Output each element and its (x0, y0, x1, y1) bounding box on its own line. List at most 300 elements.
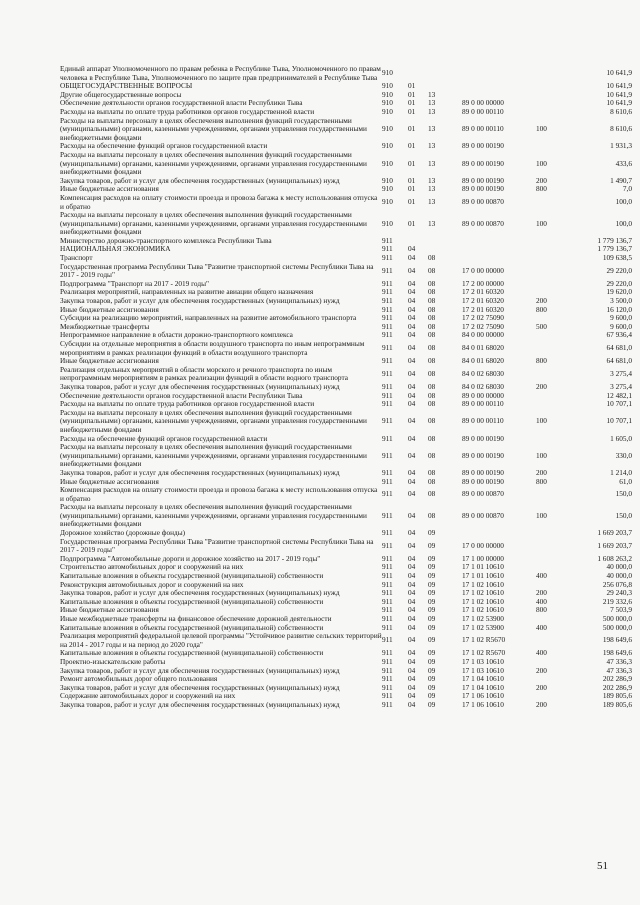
amount: 12 482,1 (606, 391, 632, 400)
section-code: 04 (408, 510, 416, 520)
section-code: 04 (408, 554, 416, 563)
target-article-code: 89 0 00 00000 (462, 391, 504, 400)
section-code: 01 (408, 197, 416, 207)
subsection-code: 08 (428, 279, 436, 288)
section-code: 04 (408, 540, 416, 550)
table-row (60, 194, 632, 211)
row-name: Расходы на выплаты по оплате труда работников органов государственной власти (60, 400, 315, 409)
table-row (60, 675, 632, 684)
table-row (60, 254, 632, 263)
subsection-code: 09 (428, 597, 436, 606)
section-code: 04 (408, 683, 416, 692)
target-article-code: 89 0 00 00190 (462, 185, 504, 194)
table-row (60, 306, 632, 315)
subsection-code: 09 (428, 615, 436, 623)
row-name: Компенсация расходов на оплату стоимости проезда и провоза багажа к месту использования отпуска и обратно (60, 193, 378, 211)
subsection-code: 09 (428, 623, 436, 632)
amount: 1 779 136,7 (597, 245, 632, 254)
section-code: 01 (408, 82, 416, 91)
subsection-code: 08 (428, 305, 436, 314)
row-name: Транспорт (60, 254, 93, 263)
section-code: 04 (408, 343, 416, 353)
subsection-code: 13 (428, 158, 436, 168)
target-article-code (462, 65, 536, 82)
expense-type-code (536, 486, 564, 503)
table-row (60, 288, 632, 297)
ministry-code: 911 (382, 649, 393, 658)
subsection-code: 13 (428, 124, 436, 134)
ministry-code: 911 (382, 391, 393, 400)
amount: 202 286,9 (602, 683, 632, 692)
expense-type-code (536, 82, 564, 91)
table-row (60, 667, 632, 676)
subsection-code: 13 (428, 197, 436, 207)
ministry-code: 911 (382, 606, 393, 615)
row-name: Подпрограмма "Транспорт на 2017 - 2019 годы" (60, 279, 209, 288)
section-code: 04 (408, 635, 416, 645)
target-article-code: 89 0 00 00870 (462, 510, 504, 520)
section-code: 04 (408, 623, 416, 632)
section-code: 04 (408, 369, 416, 379)
ministry-code: 911 (382, 477, 393, 486)
target-article-code: 17 1 06 10610 (462, 692, 504, 701)
table-row (60, 117, 632, 143)
amount: 100,0 (615, 218, 632, 228)
table-row (60, 409, 632, 435)
table-row (60, 589, 632, 598)
amount: 19 620,0 (606, 288, 632, 297)
section-code: 04 (408, 391, 416, 400)
subsection-code: 08 (428, 297, 436, 306)
ministry-code: 911 (382, 540, 393, 550)
target-article-code: 17 1 02 10610 (462, 589, 504, 598)
row-name: Иные межбюджетные трансферты на финансовое обеспечение дорожной деятельности (60, 615, 332, 623)
row-name: Закупка товаров, работ и услуг для обеспечения государственных (муниципальных) нужд (60, 700, 340, 709)
section-code: 04 (408, 382, 416, 391)
expense-type-code (536, 538, 564, 555)
expense-type-code: 800 (536, 606, 547, 615)
ministry-code: 911 (382, 683, 393, 692)
ministry-code: 911 (382, 666, 393, 675)
row-name: Расходы на выплаты по оплате труда работников органов государственной власти (60, 107, 315, 116)
section-code: 04 (408, 563, 416, 572)
expense-type-code (536, 340, 564, 357)
section-code: 04 (408, 589, 416, 598)
row-name: Закупка товаров, работ и услуг для обеспечения государственных (муниципальных) нужд (60, 176, 340, 185)
target-article-code: 89 0 00 00870 (462, 489, 504, 499)
amount: 10 641,9 (606, 90, 632, 99)
expense-type-code (536, 615, 564, 624)
ministry-code: 911 (382, 400, 393, 409)
target-article-code: 17 1 04 10610 (462, 683, 504, 692)
subsection-code: 08 (428, 489, 436, 499)
target-article-code: 89 0 00 00190 (462, 142, 504, 151)
ministry-code: 910 (382, 218, 393, 228)
amount: 10 707,1 (606, 416, 632, 426)
target-article-code: 17 1 03 10610 (462, 657, 504, 666)
target-article-code: 89 0 00 00870 (462, 197, 504, 207)
target-article-code (462, 91, 536, 100)
row-name: Субсидии на отдельные мероприятия в области воздушного транспорта по иным непрограммным мероприятиям в рамках реализации функций в области воздушного транспорта (60, 340, 365, 357)
expense-type-code: 200 (536, 666, 547, 675)
table-row (60, 478, 632, 487)
expense-type-code: 200 (536, 589, 547, 598)
target-article-code: 17 1 02 10610 (462, 606, 504, 615)
table-row (60, 538, 632, 555)
expense-type-code (536, 142, 564, 151)
section-code: 04 (408, 288, 416, 297)
section-code: 04 (408, 434, 416, 443)
amount: 109 638,5 (602, 254, 632, 263)
table-row (60, 237, 632, 246)
table-row (60, 701, 632, 710)
ministry-code: 911 (382, 510, 393, 520)
subsection-code: 08 (428, 314, 436, 323)
target-article-code (462, 529, 536, 538)
section-code: 04 (408, 597, 416, 606)
expense-type-code (536, 400, 564, 409)
row-name: Закупка товаров, работ и услуг для обеспечения государственных (муниципальных) нужд (60, 297, 340, 306)
expense-type-code (536, 675, 564, 684)
table-row (60, 185, 632, 194)
table-row (60, 99, 632, 108)
amount: 256 076,8 (602, 580, 632, 589)
section-code (408, 237, 428, 246)
ministry-code: 911 (382, 657, 393, 666)
target-article-code: 17 2 01 60320 (462, 288, 504, 297)
table-row (60, 503, 632, 529)
ministry-code: 911 (382, 434, 393, 443)
ministry-code: 911 (382, 305, 393, 314)
subsection-code: 09 (428, 675, 436, 684)
row-name: Закупка товаров, работ и услуг для обеспечения государственных (муниципальных) нужд (60, 589, 340, 598)
ministry-code: 911 (382, 615, 393, 623)
subsection-code: 09 (428, 606, 436, 615)
expense-type-code (536, 331, 564, 340)
row-name: Капитальные вложения в объекты государственной (муниципальной) собственности (60, 597, 324, 606)
expense-type-code (536, 65, 564, 82)
amount: 67 936,4 (606, 331, 632, 340)
amount: 1 490,7 (610, 176, 632, 185)
expense-type-code: 400 (536, 649, 547, 658)
amount: 47 336,3 (606, 666, 632, 675)
expense-type-code (536, 91, 564, 100)
ministry-code: 910 (382, 82, 393, 91)
row-name: Расходы на выплаты персоналу в целях обеспечения выполнения функций государственными (муниципальными) органами, казенными учреждениями, органами управления государственными внебюджетными фондами (60, 408, 367, 434)
target-article-code: 17 1 06 10610 (462, 700, 504, 709)
row-name: Реализация отдельных мероприятий в области морского и речного транспорта по иным непрограммным мероприятиям в рамках реализации функций в области водного транспорта (60, 365, 348, 383)
table-row (60, 142, 632, 151)
expense-type-code: 400 (536, 597, 547, 606)
section-code: 04 (408, 357, 416, 366)
subsection-code: 08 (428, 510, 436, 520)
target-article-code: 89 0 00 00870 (462, 218, 504, 228)
subsection-code: 09 (428, 683, 436, 692)
subsection-code: 09 (428, 692, 436, 701)
section-code: 04 (408, 477, 416, 486)
table-row (60, 177, 632, 186)
target-article-code: 17 1 02 10610 (462, 580, 504, 589)
ministry-code: 911 (382, 297, 393, 306)
ministry-code: 910 (382, 176, 393, 185)
subsection-code: 08 (428, 450, 436, 460)
section-code: 01 (408, 158, 416, 168)
target-article-code: 17 2 01 60320 (462, 305, 504, 314)
target-article-code: 17 1 02 10610 (462, 597, 504, 606)
ministry-code: 910 (382, 197, 393, 207)
amount: 7,0 (622, 185, 632, 194)
section-code: 01 (408, 142, 416, 151)
expense-type-code: 100 (536, 218, 547, 228)
target-article-code: 89 0 00 00190 (462, 468, 504, 477)
table-row (60, 624, 632, 633)
subsection-code (428, 65, 462, 82)
subsection-code: 09 (428, 635, 436, 645)
subsection-code: 09 (428, 657, 436, 666)
row-name: Другие общегосударственные вопросы (60, 90, 182, 99)
expense-type-code (536, 254, 564, 263)
amount: 40 000,0 (606, 572, 632, 581)
section-code: 04 (408, 450, 416, 460)
row-name: Иные бюджетные ассигнования (60, 357, 159, 366)
amount: 189 805,6 (602, 700, 632, 709)
expense-type-code (536, 632, 564, 649)
target-article-code (462, 254, 536, 263)
row-name: Строительство автомобильных дорог и сооружений на них (60, 563, 244, 572)
subsection-code: 13 (428, 218, 436, 228)
target-article-code: 17 1 04 10610 (462, 675, 504, 684)
table-row (60, 297, 632, 306)
table-row (60, 392, 632, 401)
table-row (60, 555, 632, 564)
expense-type-code (536, 435, 564, 444)
table-row (60, 245, 632, 254)
row-name: Министерство дорожно-транспортного комплекса Республики Тыва (60, 236, 272, 245)
row-name: Реализация мероприятий федеральной целевой программы "Устойчивое развитие сельских территорий на 2014 - 2017 годы и на период до 2020 года" (60, 632, 382, 649)
target-article-code: 89 0 00 00110 (462, 416, 504, 426)
target-article-code: 84 0 01 68020 (462, 343, 504, 353)
subsection-code: 13 (428, 142, 436, 151)
subsection-code (428, 245, 462, 254)
amount: 3 500,0 (610, 297, 632, 306)
ministry-code: 911 (382, 279, 393, 288)
expense-type-code (536, 366, 564, 383)
subsection-code: 08 (428, 343, 436, 353)
table-row (60, 263, 632, 280)
subsection-code (428, 82, 462, 91)
expense-type-code (536, 563, 564, 572)
amount: 1 931,3 (610, 142, 632, 151)
row-name: Расходы на выплаты персоналу в целях обеспечения выполнения функций государственными (муниципальными) органами, казенными учреждениями, органами управления государственными внебюджетными фондами (60, 503, 367, 529)
ministry-code: 911 (382, 675, 393, 684)
section-code: 01 (408, 107, 416, 116)
amount: 29 220,0 (606, 265, 632, 275)
amount: 3 275,4 (610, 369, 632, 379)
expense-type-code (536, 581, 564, 590)
amount: 47 336,3 (606, 657, 632, 666)
row-name: Капитальные вложения в объекты государственной (муниципальной) собственности (60, 623, 324, 632)
subsection-code: 09 (428, 589, 436, 598)
section-code: 04 (408, 322, 416, 331)
expense-type-code (536, 237, 564, 246)
target-article-code: 84 0 01 68020 (462, 357, 504, 366)
table-row (60, 469, 632, 478)
amount: 150,0 (615, 489, 632, 499)
ministry-code: 911 (382, 382, 393, 391)
table-row (60, 435, 632, 444)
row-name: Иные бюджетные ассигнования (60, 185, 159, 194)
row-name: Ремонт автомобильных дорог общего пользования (60, 675, 218, 684)
expense-type-code: 100 (536, 510, 547, 520)
target-article-code: 84 0 02 68030 (462, 382, 504, 391)
ministry-code: 911 (382, 623, 393, 632)
table-row (60, 400, 632, 409)
target-article-code: 17 1 02 53900 (462, 615, 504, 623)
expense-type-code: 100 (536, 158, 547, 168)
section-code: 04 (408, 297, 416, 306)
subsection-code: 08 (428, 434, 436, 443)
expense-type-code: 200 (536, 176, 547, 185)
table-row (60, 357, 632, 366)
ministry-code: 911 (382, 580, 393, 589)
expense-type-code: 400 (536, 572, 547, 581)
section-code: 04 (408, 245, 416, 254)
amount: 40 000,0 (606, 563, 632, 572)
row-name: ОБЩЕГОСУДАРСТВЕННЫЕ ВОПРОСЫ (60, 82, 193, 91)
subsection-code: 08 (428, 357, 436, 366)
amount: 64 681,0 (606, 343, 632, 353)
ministry-code: 911 (382, 288, 393, 297)
subsection-code: 08 (428, 322, 436, 331)
target-article-code: 89 0 00 00110 (462, 400, 504, 409)
section-code: 04 (408, 700, 416, 709)
section-code: 01 (408, 218, 416, 228)
row-name: Государственная программа Республики Тыва "Развитие транспортной системы Республики Тыва на 2017 - 2019 годы" (60, 537, 374, 555)
row-name: Расходы на обеспечение функций органов государственной власти (60, 434, 268, 443)
section-code: 04 (408, 331, 416, 340)
amount: 1 608 263,2 (597, 554, 632, 563)
expense-type-code: 500 (536, 322, 547, 331)
section-code: 04 (408, 489, 416, 499)
amount: 1 669 203,7 (597, 540, 632, 550)
expense-type-code: 100 (536, 416, 547, 426)
ministry-code: 910 (382, 99, 393, 108)
ministry-code: 911 (382, 572, 393, 581)
ministry-code: 911 (382, 331, 393, 340)
section-code: 01 (408, 185, 416, 194)
row-name: Закупка товаров, работ и услуг для обеспечения государственных (муниципальных) нужд (60, 468, 340, 477)
section-code: 04 (408, 606, 416, 615)
row-name: Субсидии на реализацию мероприятий, направленных на развитие автомобильного транспорта (60, 314, 357, 323)
table-row (60, 280, 632, 289)
section-code: 04 (408, 572, 416, 581)
expense-type-code (536, 99, 564, 108)
subsection-code: 09 (428, 649, 436, 658)
section-code: 04 (408, 615, 416, 623)
amount: 16 120,0 (606, 305, 632, 314)
amount: 10 641,9 (606, 99, 632, 108)
budget-table (60, 65, 632, 710)
expense-type-code: 800 (536, 477, 547, 486)
ministry-code: 911 (382, 245, 393, 254)
target-article-code: 89 0 00 00190 (462, 176, 504, 185)
section-code: 04 (408, 305, 416, 314)
table-row (60, 581, 632, 590)
amount: 1 605,0 (610, 434, 632, 443)
table-row (60, 331, 632, 340)
ministry-code: 910 (382, 185, 393, 194)
ministry-code: 911 (382, 314, 393, 323)
ministry-code: 911 (382, 254, 393, 263)
amount: 219 332,6 (602, 597, 632, 606)
row-name: Закупка товаров, работ и услуг для обеспечения государственных (муниципальных) нужд (60, 382, 340, 391)
target-article-code (462, 82, 536, 91)
amount: 150,0 (615, 510, 632, 520)
row-name: Обеспечение деятельности органов государственной власти Республики Тыва (60, 391, 303, 400)
row-name: Расходы на выплаты персоналу в целях обеспечения выполнения функций государственными (муниципальными) органами, казенными учреждениями, органами управления государственными внебюджетными фондами (60, 211, 367, 237)
row-name: Капитальные вложения в объекты государственной (муниципальной) собственности (60, 649, 324, 658)
expense-type-code: 800 (536, 357, 547, 366)
row-name: Иные бюджетные ассигнования (60, 606, 159, 615)
table-row (60, 632, 632, 649)
table-row (60, 486, 632, 503)
amount: 64 681,0 (606, 357, 632, 366)
subsection-code: 09 (428, 700, 436, 709)
row-name: Расходы на выплаты персоналу в целях обеспечения выполнения функций государственными (муниципальными) органами, казенными учреждениями, органами управления государственными внебюджетными фондами (60, 443, 367, 469)
ministry-code: 910 (382, 90, 393, 99)
amount: 61,0 (619, 477, 632, 486)
subsection-code: 13 (428, 99, 436, 108)
amount: 7 503,9 (610, 606, 632, 615)
table-row (60, 151, 632, 177)
expense-type-code: 100 (536, 124, 547, 134)
row-name: Иные бюджетные ассигнования (60, 305, 159, 314)
subsection-code: 09 (428, 580, 436, 589)
table-row (60, 108, 632, 117)
section-code: 01 (408, 99, 416, 108)
expense-type-code: 100 (536, 450, 547, 460)
row-name: Закупка товаров, работ и услуг для обеспечения государственных (муниципальных) нужд (60, 666, 340, 675)
ministry-code: 911 (382, 635, 393, 645)
table-row (60, 211, 632, 237)
section-code: 01 (408, 90, 416, 99)
row-name: Единый аппарат Уполномоченного по правам ребенка в Республике Тыва, Уполномоченного по правам человека в Республике Тыва, Уполномоченного по защите прав предпринимателей в Республике Тыва (60, 65, 381, 82)
table-row (60, 323, 632, 332)
budget-table-body (60, 65, 632, 710)
amount: 433,6 (615, 158, 632, 168)
subsection-code: 08 (428, 477, 436, 486)
row-name: Расходы на обеспечение функций органов государственной власти (60, 142, 268, 151)
table-row (60, 65, 632, 82)
section-code: 04 (408, 580, 416, 589)
target-article-code: 17 2 01 60320 (462, 297, 504, 306)
row-name: Расходы на выплаты персоналу в целях обеспечения выполнения функций государственными (муниципальными) органами, казенными учреждениями, органами управления государственными внебюджетными фондами (60, 116, 367, 142)
table-row (60, 366, 632, 383)
target-article-code: 17 2 00 00000 (462, 279, 504, 288)
row-name: Обеспечение деятельности органов государственной власти Республики Тыва (60, 99, 303, 108)
target-article-code: 17 0 00 00000 (462, 540, 504, 550)
subsection-code: 13 (428, 107, 436, 116)
row-name: Непрограммное направление в области дорожно-транспортного комплекса (60, 331, 293, 340)
subsection-code: 08 (428, 369, 436, 379)
target-article-code: 17 2 02 75090 (462, 314, 504, 323)
section-code: 04 (408, 649, 416, 658)
section-code: 04 (408, 468, 416, 477)
table-row (60, 615, 632, 624)
target-article-code: 17 1 03 10610 (462, 666, 504, 675)
section-code: 04 (408, 279, 416, 288)
ministry-code: 911 (382, 692, 393, 701)
